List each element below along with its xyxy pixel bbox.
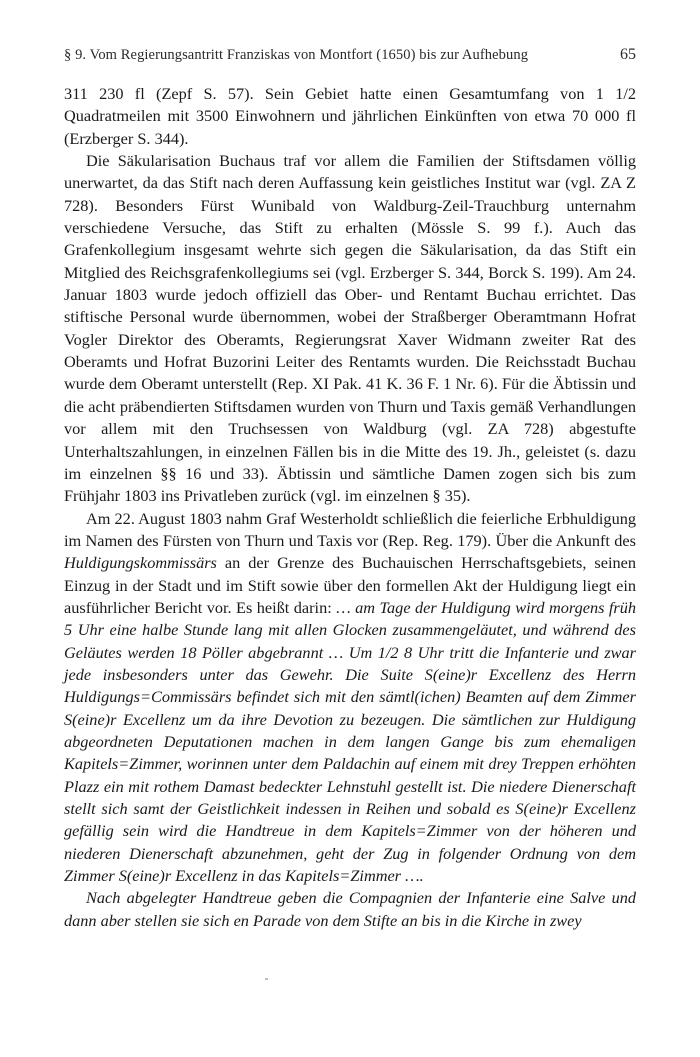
paragraph-3-middle: an der Grenze des Buchauischen Herrschaftsgebiets, seinen Einzug in der Stadt und im Stift sowie über den formellen Akt der Huldigung liegt ein ausführlicher Bericht vor. Es heißt darin:	[64, 553, 636, 617]
quoted-report: … am Tage der Huldigung wird morgens früh 5 Uhr eine halbe Stunde lang mit allen Glocken zusammengeläutet, und während des Geläutes werden 18 Pöller abgebrannt … Um 1/2 8 Uhr tritt die Infanterie und zwar jede insbesonders unter das Gewehr. Die Suite S(eine)r Excellenz des Herrn Huldigungs=Commissärs befindet sich mit den sämtl(ichen) Beamten auf dem Zimmer S(eine)r Excellenz um da ihre Devotion zu bezeugen. Die sämtlichen zur Huldigung abgeordneten Deputationen machen in dem langen Gange bis zum ehemaligen Kapitels=Zimmer, worinnen unter dem Paldachin auf einem mit drey Treppen erhöhten Plazz ein mit rothem Damast bedeckter Lehnstuhl gestellt ist. Die niedere Dienerschaft stellt sich samt der Geistlichkeit indessen in Reihen und sobald es S(eine)r Excellenz gefällig sein wird die Handtreue in dem Kapitels=Zimmer von der höheren und niederen Dienerschaft abzunehmen, geht der Zug in folgender Ordnung von dem Zimmer S(eine)r Excellenz in das Kapitels=Zimmer ….	[64, 597, 637, 886]
running-head	[64, 44, 636, 66]
paragraph-2: Die Säkularisation Buchaus traf vor allem die Familien der Stiftsdamen völlig unerwartet, da das Stift nach deren Auffassung kein geistliches Institut war (vgl. ZA Z 728). Besonders Fürst Wunibald von Waldburg-Zeil-Trauchburg unternahm verschiedene Versuche, das Stift zu erhalten (Mössle S. 99 f.). Auch das Grafenkollegium insgesamt wehrte sich gegen die Säkularisation, da das Stift ein Mitglied des Reichsgrafenkollegiums sei (vgl. Erzberger S. 344, Borck S. 199). Am 24. Januar 1803 wurde jedoch offiziell das Ober- und Rentamt Buchau errichtet. Das stiftische Personal wurde übernommen, wobei der Straßberger Oberamtmann Hofrat Vogler Direktor des Oberamts, Regierungsrat Xaver Widmann zweiter Rat des Oberamts und Hofrat Buzorini Leiter des Rentamts wurden. Die Reichsstadt Buchau wurde dem Oberamt unterstellt (Rep. XI Pak. 41 K. 36 F. 1 Nr. 6). Für die Äbtissin und die acht präbendierten Stiftsdamen wurden von Thurn und Taxis gemäß Verhandlungen vor allem mit den Truchsessen von Waldburg (vgl. ZA 728) abgestufte Unterhaltszahlungen, in einzelnen Fällen bis in die Mitte des 19. Jh., geleistet (s. dazu im einzelnen §§ 16 und 33). Äbtissin und sämtliche Damen zogen sich bis zum Frühjahr 1803 ins Privatleben zurück (vgl. im einzelnen § 35).	[64, 151, 636, 506]
page-number: 65	[620, 46, 636, 63]
emphasized-term: Huldigungskommissärs	[64, 553, 217, 573]
running-title: § 9. Vom Regierungsantritt Franziskas von Montfort (1650) bis zur Aufhebung	[64, 47, 529, 63]
paragraph-1: 311 230 fl (Zepf S. 57). Sein Gebiet hatte einen Gesamtumfang von 1 1/2 Quadratmeilen mit 3500 Einwohnern und jährlichen Einkünften von etwa 70 000 fl (Erzberger S. 344).	[64, 84, 636, 148]
print-speck	[265, 978, 268, 980]
paragraph-3	[64, 508, 636, 888]
paragraph-3-intro: Am 22. August 1803 nahm Graf Westerholdt schließlich die feierliche Erbhuldigung im Namen des Fürsten von Thurn und Taxis vor (Rep. Reg. 179). Über die Ankunft des	[64, 508, 636, 550]
body-text	[64, 83, 636, 932]
paragraph-4: Nach abgelegter Handtreue geben die Compagnien der Infanterie eine Salve und dann aber stellen sie sich en Parade von dem Stifte an bis in die Kirche in zwey	[64, 888, 636, 930]
